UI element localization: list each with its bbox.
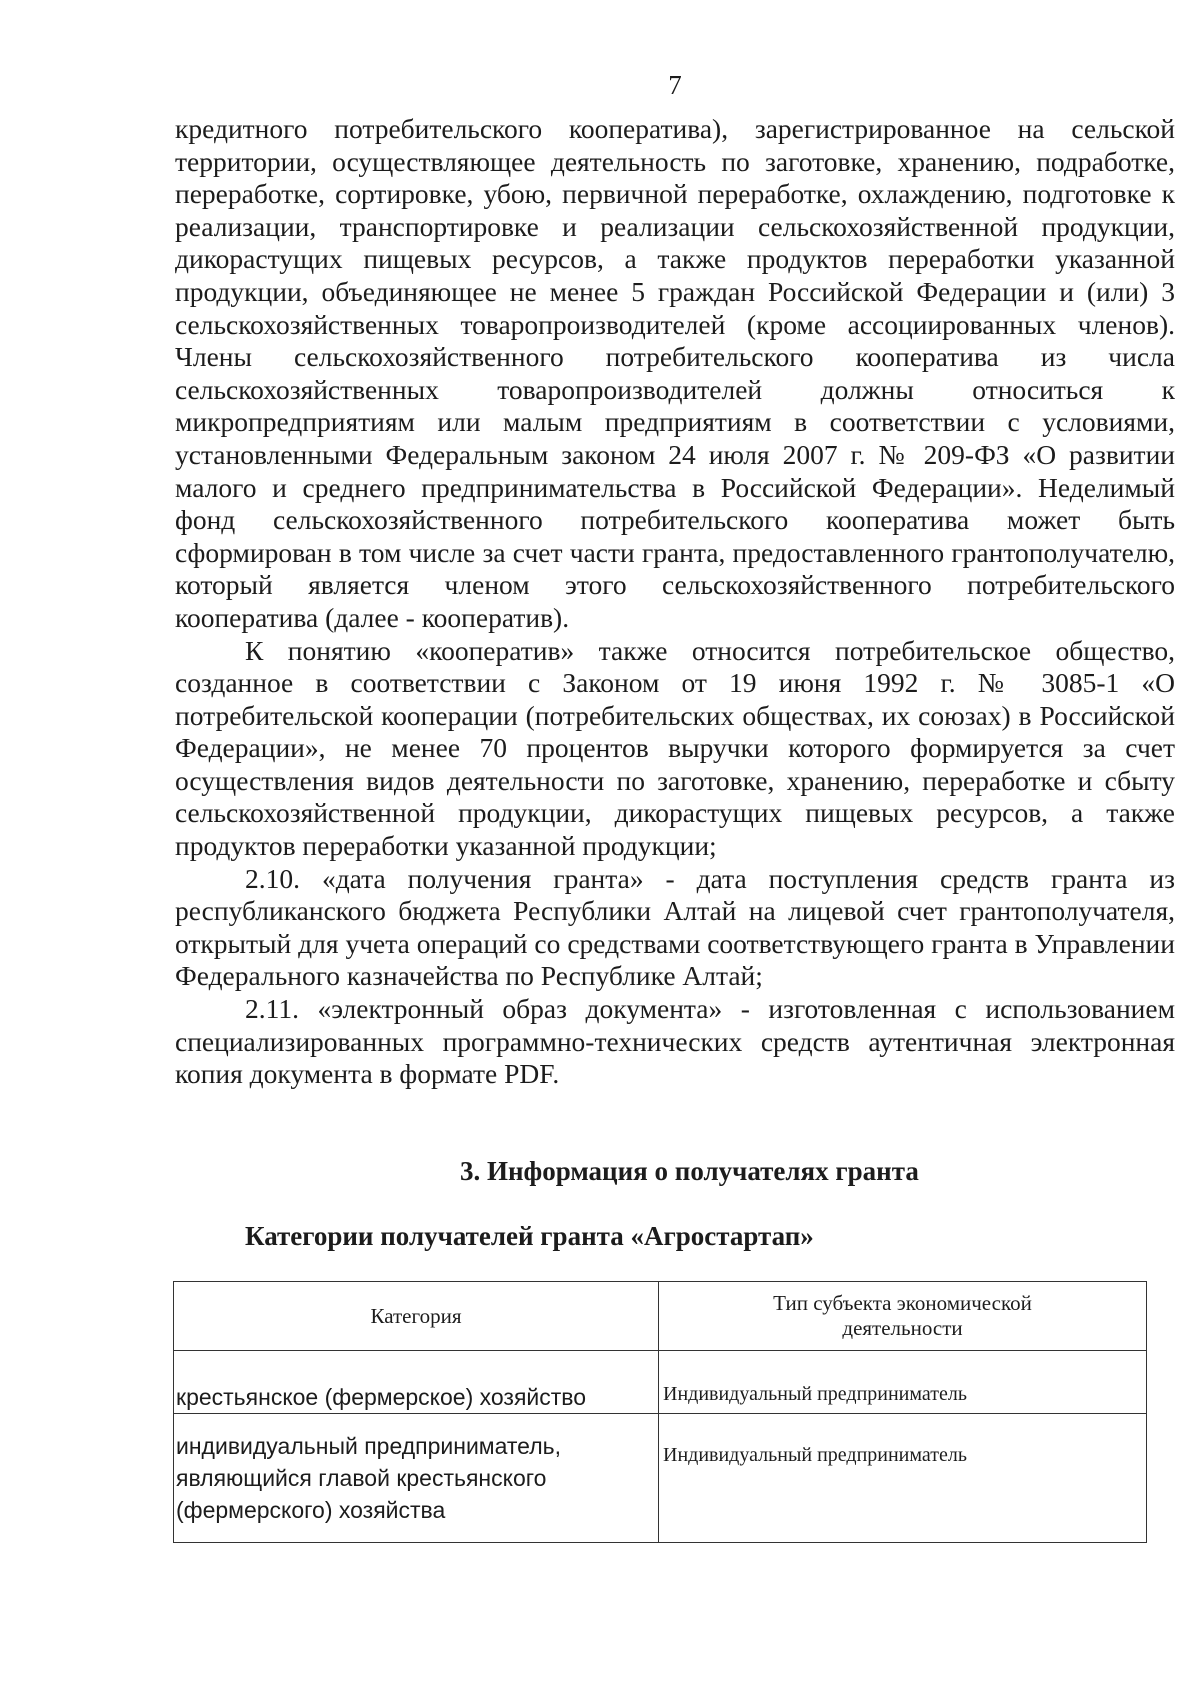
paragraph-consumer-society: К понятию «кооператив» также относится потребительское общество, созданное в соответствии с Законом от 19 июня 1992 г. № 3085-1 «О потребительской кооперации (потребительских обществах, их союзах) в Российской Федерации», не менее 70 процентов выручки которого формируется за счет осуществления видов деятельности по заготовке, хранению, переработке и сбыту сельскохозяйственной продукции, дикорастущих пищевых ресурсов, а также продуктов переработки указанной продукции;: [175, 634, 1175, 862]
cell-category: индивидуальный предприниматель, являющийся главой крестьянского (фермерского) хозяйства: [174, 1414, 659, 1543]
section-title: 3. Информация о получателях гранта: [460, 1156, 919, 1186]
cell-category: крестьянское (фермерское) хозяйство: [174, 1351, 659, 1414]
subsection-title: Категории получателей гранта «Агростартап»: [245, 1221, 814, 1251]
document-body: [175, 113, 1175, 1091]
table-row: [174, 1351, 1147, 1414]
cell-entity-type: Индивидуальный предприниматель: [659, 1414, 1147, 1543]
page-number: 7: [668, 70, 682, 100]
header-category: Категория: [174, 1282, 659, 1351]
paragraph-cooperative-definition: кредитного потребительского кооператива), зарегистрированное на сельской территории, осуществляющее деятельность по заготовке, хранению, подработке, переработке, сортировке, убою, первичной переработке, охлаждению, подготовке к реализации, транспортировке и реализации сельскохозяйственной продукции, дикорастущих пищевых ресурсов, а также продуктов переработки указанной продукции, объединяющее не менее 5 граждан Российской Федерации и (или) 3 сельскохозяйственных товаропроизводителей (кроме ассоциированных членов). Члены сельскохозяйственного потребительского кооператива из числа сельскохозяйственных товаропроизводителей должны относиться к микропредприятиям или малым предприятиям в соответствии с условиями, установленными Федеральным законом 24 июля 2007 г. № 209-ФЗ «О развитии малого и среднего предпринимательства в Российской Федерации». Неделимый фонд сельскохозяйственного потребительского кооператива может быть сформирован в том числе за счет части гранта, предоставленного грантополучателю, который является членом этого сельскохозяйственного потребительского кооператива (далее - кооператив).: [175, 113, 1175, 633]
header-entity-type: Тип субъекта экономической деятельности: [659, 1282, 1147, 1351]
paragraph-2-10: 2.10. «дата получения гранта» - дата поступления средств гранта из республиканского бюджета Республики Алтай на лицевой счет грантополучателя, открытый для учета операций со средствами соответствующего гранта в Управлении Федерального казначейства по Республике Алтай;: [175, 862, 1175, 992]
cell-entity-type: Индивидуальный предприниматель: [659, 1351, 1147, 1414]
table-row: [174, 1414, 1147, 1543]
table-header-row: [174, 1282, 1147, 1351]
paragraph-2-11: 2.11. «электронный образ документа» - изготовленная с использованием специализированных программно-технических средств аутентичная электронная копия документа в формате PDF.: [175, 993, 1175, 1090]
grant-recipient-table: [173, 1281, 1147, 1543]
